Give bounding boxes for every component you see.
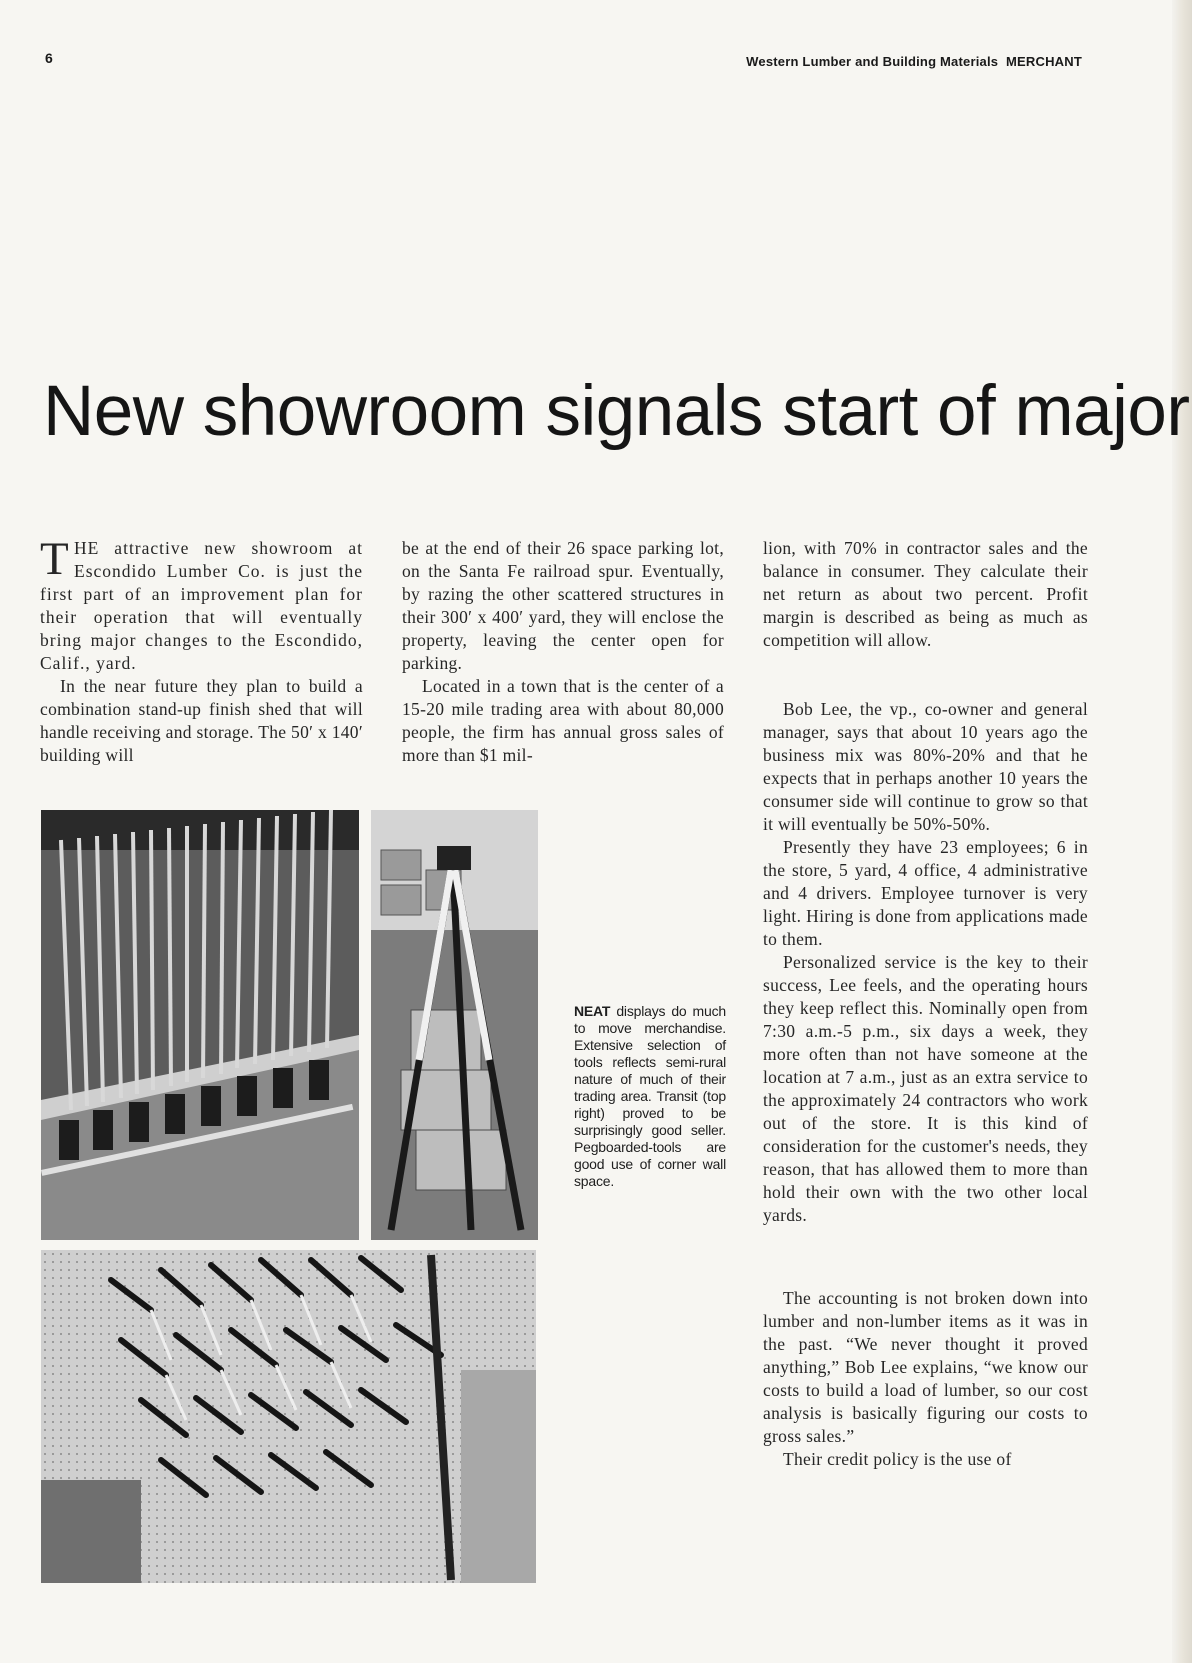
paragraph: Bob Lee, the vp., co-owner and general manager, says that about 10 years ago the business mix was 80%-20% and that he expects that in perhaps another 10 years the consumer side will continue to grow so that it will eventually be 50%-50%. <box>763 699 1088 834</box>
article-column-2 <box>402 537 724 767</box>
dropcap: T <box>40 533 70 585</box>
paragraph: Presently they have 23 employees; 6 in the store, 5 yard, 4 office, 4 administrative and 4 drivers. Employee turnover is very light. Hiring is done from applications made to them. <box>763 837 1088 949</box>
article-column-3 <box>763 537 1088 1471</box>
paragraph-text: HE attractive new showroom at Escondido Lumber Co. is just the first part of an improvement plan for their operation that will eventually bring major changes to the Escondido, Calif., yard. <box>40 538 363 673</box>
page-number: 6 <box>45 50 53 66</box>
paragraph: The accounting is not broken down into lumber and non-lumber items as it was in the past. “We never thought it proved anything,” Bob Lee explains, “we know our costs to build a load of lumber, so our cost analysis is basically figuring our costs to gross sales.” <box>763 1288 1088 1446</box>
running-head <box>746 54 1082 69</box>
photo-caption <box>574 1003 726 1190</box>
paragraph: Their credit policy is the use of <box>783 1449 1012 1469</box>
headline: New showroom signals start of major <box>43 372 1190 451</box>
column-spacer <box>763 652 1088 698</box>
caption-lead: NEAT <box>574 1003 611 1019</box>
tool-rack-photo <box>41 810 359 1240</box>
article-column-1 <box>40 533 363 767</box>
publication-title-suffix: MERCHANT <box>1006 54 1082 69</box>
paragraph: be at the end of their 26 space parking lot, on the Santa Fe railroad spur. Eventually, by razing the other scattered structures in their 300′ x 400′ yard, they will enclose the property, leaving the center open for parking. <box>402 538 724 673</box>
paragraph: Personalized service is the key to their success, Lee feels, and the operating hours they keep reflect this. Nominally open from 7:30 a.m.-5 p.m., six days a week, they more often than not have someone at the location at 7 a.m., just as an extra service to the approximately 24 contractors who work out of the store. It is this kind of consideration for the customer's needs, they reason, that has allowed them to more than hold their own with the two other local yards. <box>763 952 1088 1225</box>
pegboard-tools-photo <box>41 1250 536 1583</box>
paragraph <box>40 533 363 675</box>
publication-title: Western Lumber and Building Materials <box>746 54 999 69</box>
transit-tripod-photo <box>371 810 538 1240</box>
paragraph: Located in a town that is the center of a 15-20 mile trading area with about 80,000 people, the firm has annual gross sales of more than $1 mil- <box>402 676 724 765</box>
paragraph: In the near future they plan to build a combination stand-up finish shed that will handle receiving and storage. The 50′ x 140′ building will <box>40 676 363 765</box>
column-spacer <box>763 1227 1088 1287</box>
caption-text: displays do much to move merchandise. Extensive selection of tools reflects semi-rural nature of much of their trading area. Transit (top right) proved to be surprisingly good seller. Pegboarded-tools are good use of corner wall space. <box>574 1003 726 1189</box>
page-edge <box>1172 0 1192 1663</box>
paragraph: lion, with 70% in contractor sales and the balance in consumer. They calculate their net return as about two percent. Profit margin is described as being as much as competition will allow. <box>763 538 1088 650</box>
